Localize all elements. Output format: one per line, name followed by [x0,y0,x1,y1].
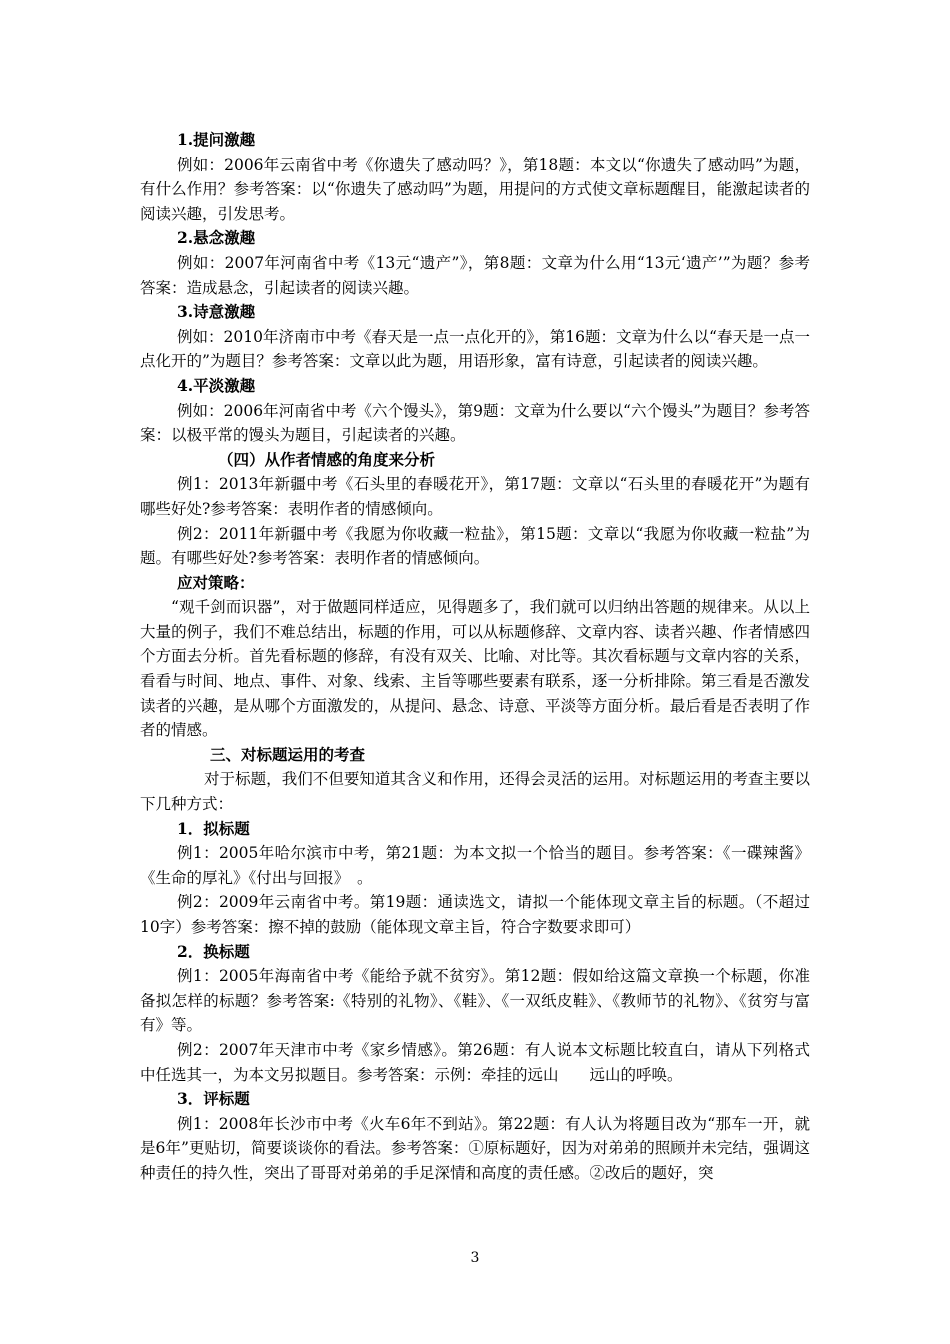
paragraph: 例如：2007年河南省中考《13元“遗产”》，第8题：文章为什么用“13元‘遗产’”为题？参考答案：造成悬念，引起读者的阅读兴趣。 [140,253,810,297]
paragraph: 例2：2009年云南省中考。第19题：通读选文，请拟一个能体现文章主旨的标题。（不超过10字）参考答案：擦不掉的鼓励（能体现文章主旨，符合字数要求即可） [140,893,810,936]
section-heading: 1．拟标题 [177,818,250,838]
section-heading: 3.诗意激趣 [177,302,256,322]
paragraph: 例如：2006年云南省中考《你遗失了感动吗？》，第18题：本文以“你遗失了感动吗”为题，有什么作用？参考答案：以“你遗失了感动吗”为题，用提问的方式使文章标题醒目，能激起读者的阅读兴趣，引发思考。 [140,155,810,223]
section-heading: 1.提问激趣 [177,130,256,149]
section-heading: 2.悬念激趣 [177,228,256,248]
section-heading: 应对策略： [177,572,255,592]
page-number: 3 [470,1250,480,1266]
paragraph: 对于标题，我们不但要知道其含义和作用，还得会灵活的运用。对标题运用的考查主要以下几种方式： [140,770,810,814]
paragraph: 例2：2011年新疆中考《我愿为你收藏一粒盐》，第15题：文章以“我愿为你收藏一粒盐”为题。有哪些好处?参考答案：表明作者的情感倾向。 [140,524,810,568]
section-heading: （四）从作者情感的角度来分析 [218,449,436,469]
paragraph: 例1：2005年哈尔滨市中考，第21题：为本文拟一个恰当的题目。参考答案：《一碟辣酱》《生命的厚礼》《付出与回报》 。 [140,844,810,887]
paragraph: “观千剑而识器”，对于做题同样适应，见得题多了，我们就可以归纳出答题的规律来。从以上大量的例子，我们不难总结出，标题的作用，可以从标题修辞、文章内容、读者兴趣、作者情感四个方面去分析。首先看标题的修辞，有没有双关、比喻、对比等。其次看标题与文章内容的关系，看看与时间、地点、事件、对象、线索、主旨等哪些要素有联系，逐一分析排除。第三看是否激发读者的兴趣，是从哪个方面激发的，从提问、悬念、诗意、平淡等方面分析。最后看是否表明了作者的情感。 [140,598,810,740]
paragraph: 例1：2005年海南省中考《能给予就不贫穷》。第12题：假如给这篇文章换一个标题，你准备拟怎样的标题？参考答案:《特别的礼物》、《鞋》、《一双纸皮鞋》、《教师节的礼物》、《贫穷与富有》等。 [140,967,810,1035]
section-heading: 4.平淡激趣 [177,375,256,395]
paragraph: 例1：2013年新疆中考《石头里的春暖花开》，第17题：文章以“石头里的春暖花开”为题有哪些好处?参考答案：表明作者的情感倾向。 [140,475,810,518]
section-heading: 2．换标题 [177,941,250,961]
paragraph: 例如：2010年济南市中考《春天是一点一点化开的》，第16题：文章为什么以“春天是一点一点化开的”为题目？参考答案：文章以此为题，用语形象，富有诗意，引起读者的阅读兴趣。 [140,327,810,371]
paragraph: 例1：2008年长沙市中考《火车6年不到站》。第22题：有人认为将题目改为“那车一开，就是6年”更贴切，简要谈谈你的看法。参考答案：①原标题好，因为对弟弟的照顾并未完结，强调这种责任的持久性，突出了哥哥对弟弟的手足深情和高度的责任感。②改后的题好，突 [140,1114,810,1182]
section-heading: 3．评标题 [177,1089,250,1109]
document-body [140,128,810,1186]
paragraph: 例2：2007年天津市中考《家乡情感》。第26题：有人说本文标题比较直白，请从下列格式中任选其一，为本文另拟题目。参考答案：示例：牵挂的远山 远山的呼唤。 [140,1040,810,1084]
section-heading: 三、对标题运用的考查 [210,744,366,764]
paragraph: 例如：2006年河南省中考《六个馒头》，第9题：文章为什么要以“六个馒头”为题目？参考答案：以极平常的馒头为题目，引起读者的兴趣。 [140,401,810,445]
